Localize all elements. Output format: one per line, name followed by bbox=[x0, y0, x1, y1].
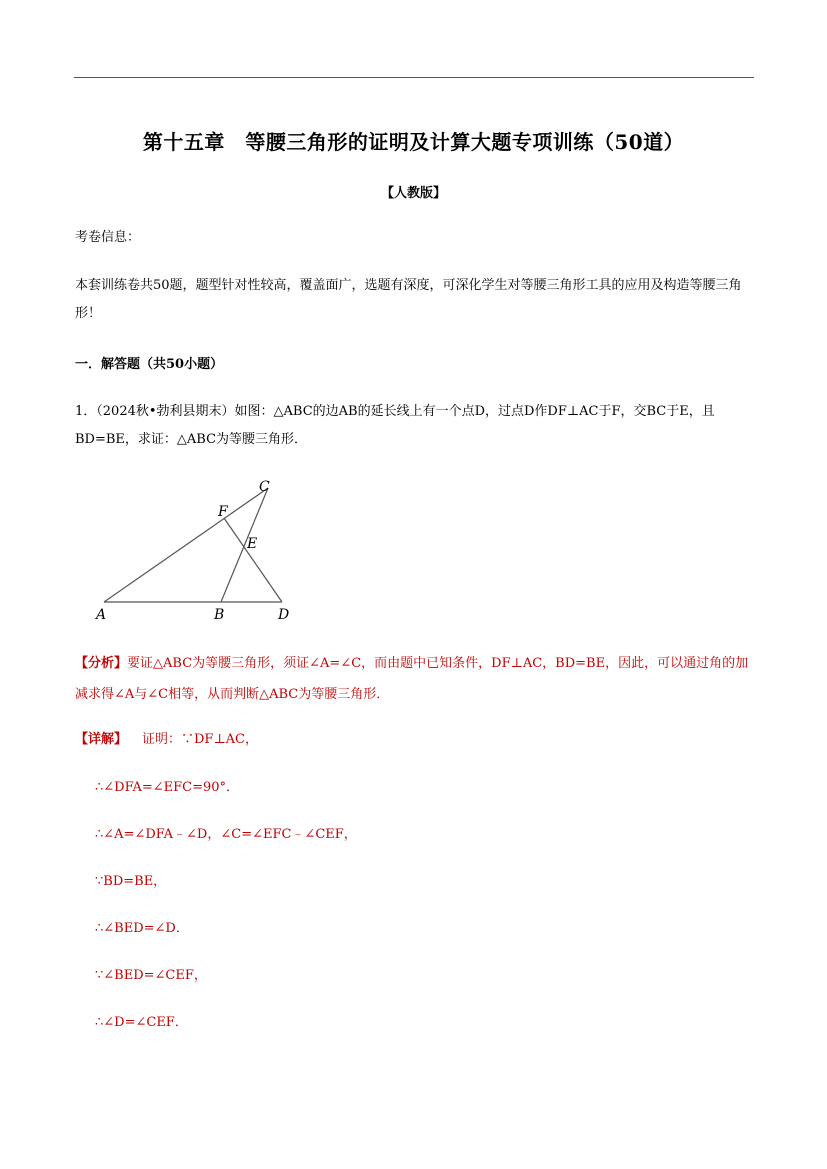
proof-step: ∴∠D=∠CEF． bbox=[95, 1015, 188, 1030]
proof-step: ∴∠BED=∠D． bbox=[95, 921, 189, 936]
label-f: F bbox=[218, 504, 228, 520]
proof-step: ∵BD=BE， bbox=[95, 874, 167, 889]
side-bc bbox=[221, 488, 268, 602]
exam-info-label: 考卷信息： bbox=[75, 230, 141, 245]
label-c: C bbox=[259, 479, 270, 495]
label-a: A bbox=[96, 607, 107, 623]
intro-paragraph: 本套训练卷共50题，题型针对性较高，覆盖面广，选题有深度，可深化学生对等腰三角形工具的应用及构造等腰三角形！ bbox=[75, 278, 742, 321]
header-rule bbox=[74, 77, 754, 78]
triangle-figure bbox=[90, 478, 300, 623]
edition-label: 【人教版】 bbox=[380, 186, 446, 201]
proof-step: ∵∠BED=∠CEF， bbox=[95, 968, 207, 983]
label-b: B bbox=[214, 607, 225, 623]
proof-step: 证明：∵DF⊥AC， bbox=[142, 732, 259, 747]
section-heading: 一．解答题（共50小题） bbox=[75, 357, 224, 372]
proof-step: ∴∠DFA=∠EFC=90°． bbox=[95, 780, 240, 795]
analysis-paragraph bbox=[75, 648, 755, 710]
page-title: 第十五章 等腰三角形的证明及计算大题专项训练（50道） bbox=[142, 130, 685, 154]
line-df bbox=[224, 518, 282, 602]
label-d: D bbox=[278, 607, 290, 623]
proof-step: ∴∠A=∠DFA﹣∠D，∠C=∠EFC﹣∠CEF， bbox=[95, 827, 357, 842]
label-e: E bbox=[247, 536, 258, 552]
detail-tag: 【详解】 bbox=[75, 732, 128, 747]
question-1-text: 1．（2024秋•勃利县期末）如图：△ABC的边AB的延长线上有一个点D，过点D作DF⊥AC于F，交BC于E，且BD=BE，求证：△ABC为等腰三角形． bbox=[75, 404, 715, 447]
analysis-text: 要证△ABC为等腰三角形，须证∠A=∠C，而由题中已知条件，DF⊥AC，BD=BE，因此，可以通过角的加减求得∠A与∠C相等，从而判断△ABC为等腰三角形． bbox=[75, 656, 749, 702]
side-ac bbox=[104, 488, 268, 602]
analysis-tag: 【分析】 bbox=[75, 656, 128, 671]
